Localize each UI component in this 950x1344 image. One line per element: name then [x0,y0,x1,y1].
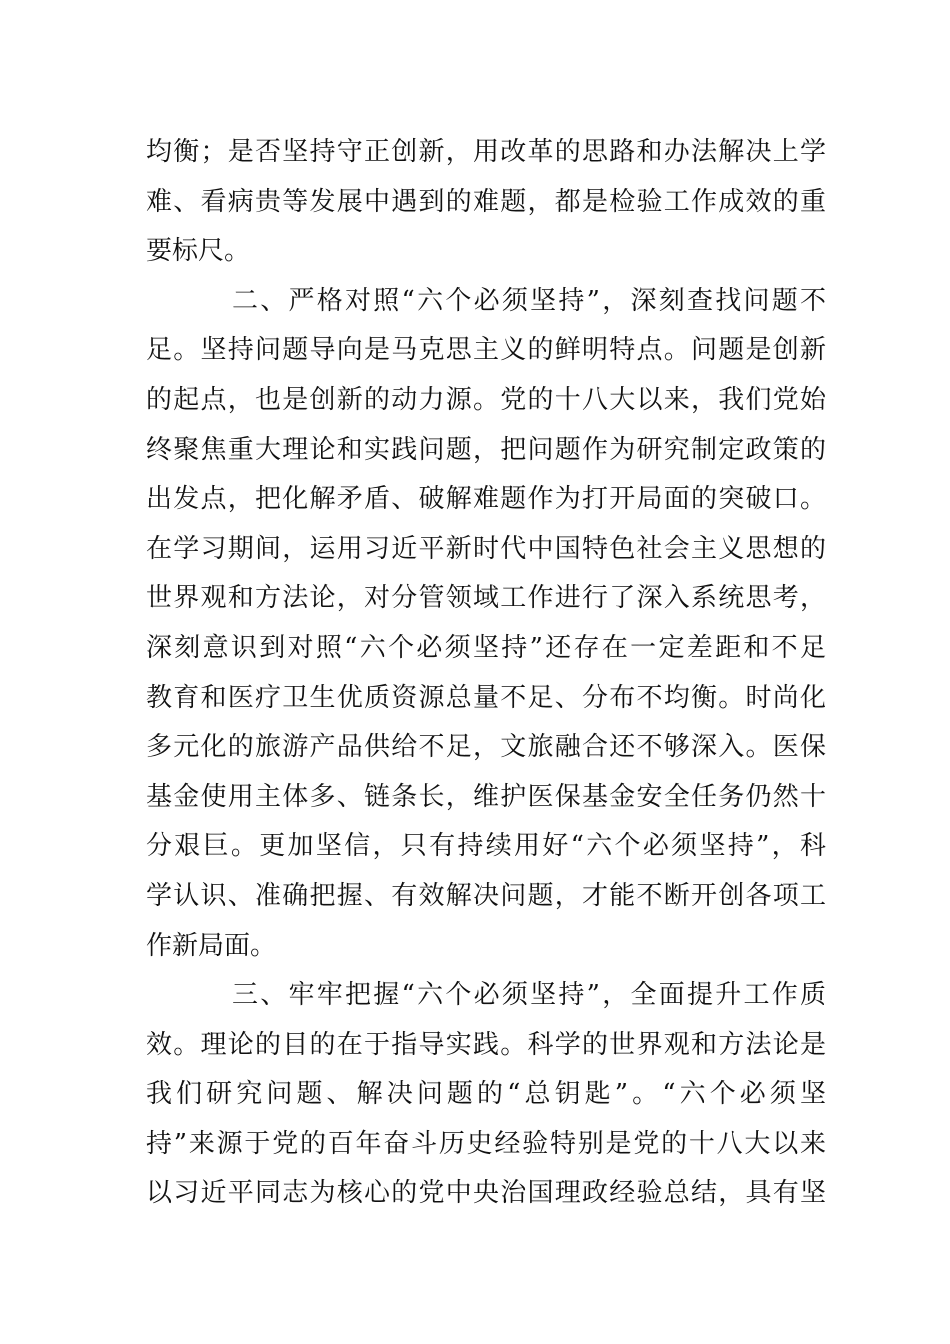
text-line: 作新局面。 [146,930,277,961]
text-line: 难、看病贵等发展中遇到的难题，都是检验工作成效的重 [146,186,826,217]
text-line: 以习近平同志为核心的党中央治国理政经验总结，具有坚 [146,1178,826,1209]
text-line: 的起点，也是创新的动力源。党的十八大以来，我们党始 [146,384,826,415]
section-heading-line: 二、严格对照“六个必须坚持”，深刻查找问题不 [232,285,826,316]
text-line: 基金使用主体多、链条长，维护医保基金安全任务仍然十 [146,781,826,812]
text-line: 在学习期间，运用习近平新时代中国特色社会主义思想的 [146,533,826,564]
text-line: 效。理论的目的在于指导实践。科学的世界观和方法论是 [146,1029,826,1060]
section-heading-line: 三、牢牢把握“六个必须坚持”，全面提升工作质 [232,980,826,1011]
text-line: 足。坚持问题导向是马克思主义的鲜明特点。问题是创新 [146,335,826,366]
text-line: 教育和医疗卫生优质资源总量不足、分布不均衡。时尚化 [146,682,826,713]
text-line: 终聚焦重大理论和实践问题，把问题作为研究制定政策的 [146,434,826,465]
text-line: 均衡；是否坚持守正创新，用改革的思路和办法解决上学 [146,137,826,167]
text-line: 分艰巨。更加坚信，只有持续用好“六个必须坚持”，科 [146,831,826,862]
text-line: 出发点，把化解矛盾、破解难题作为打开局面的突破口。 [146,484,826,515]
text-line: 世界观和方法论，对分管领域工作进行了深入系统思考， [146,583,826,614]
text-line: 要标尺。 [146,236,251,267]
text-line: 多元化的旅游产品供给不足，文旅融合还不够深入。医保 [146,732,826,763]
text-line: 持”来源于党的百年奋斗历史经验特别是党的十八大以来 [146,1128,826,1159]
text-line: 学认识、准确把握、有效解决问题，才能不断开创各项工 [146,880,826,911]
text-line: 深刻意识到对照“六个必须坚持”还存在一定差距和不足 [146,632,826,663]
text-line: 我们研究问题、解决问题的“总钥匙”。“六个必须坚 [146,1079,826,1110]
document-body [146,128,826,1219]
